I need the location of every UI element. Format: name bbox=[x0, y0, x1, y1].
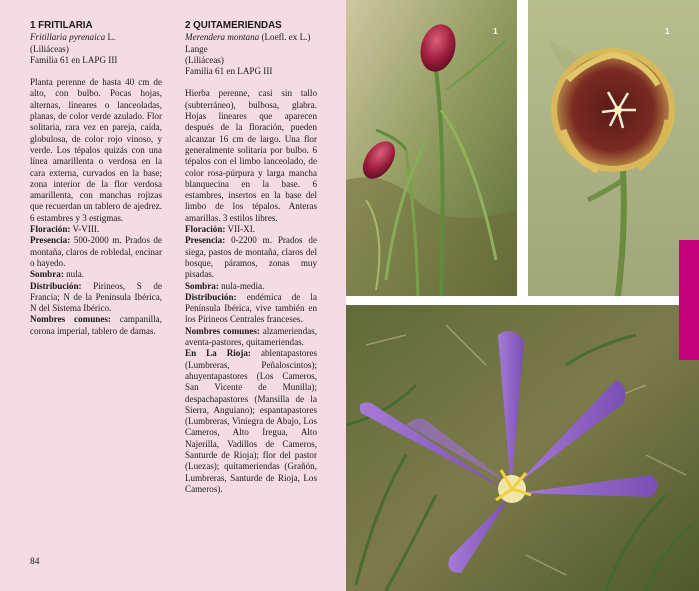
family-reference: Familia 61 en LAPG III bbox=[30, 54, 118, 65]
species-author: (Loefl. ex L.) Lange bbox=[185, 32, 311, 54]
field-nombres-comunes bbox=[30, 314, 162, 337]
field-label: Nombres comunes: bbox=[185, 325, 260, 336]
field-floracion bbox=[185, 224, 317, 235]
family-reference: Familia 61 en LAPG III bbox=[185, 66, 273, 77]
field-value: 500-2000 m. Prados de montaña, claros de robledal, encinar o hayedo. bbox=[30, 235, 162, 268]
scientific-name: Merendera montana bbox=[185, 32, 260, 43]
species-title: 2 QUITAMERIENDAS bbox=[185, 20, 282, 31]
field-label: Distribución: bbox=[185, 291, 237, 302]
field-value: VII-XI. bbox=[225, 224, 256, 235]
chapter-tab bbox=[679, 240, 699, 360]
field-label: Distribución: bbox=[30, 280, 82, 291]
species-author: L. bbox=[105, 32, 116, 43]
species-entry-quitameriendas bbox=[185, 20, 317, 495]
field-distribucion bbox=[30, 281, 162, 315]
field-label: Sombra: bbox=[30, 269, 64, 280]
species-entry-fritilaria bbox=[30, 20, 162, 337]
field-sombra bbox=[30, 269, 162, 280]
photo-number: 1 bbox=[665, 26, 670, 36]
field-label: Nombres comunes: bbox=[30, 314, 111, 325]
species-description: Hierba perenne, casi sin tallo (subterráneo), bulbosa, glabra. Hojas lineares que aparecen después de la floración, pueden alcanzar 16 cm de largo. Una flor generalmente solitaria por bulbo. 6 tépalos con el limbo lanceolado, de color rosa-púrpura y larga mancha blanquecina en la base. 6 estambres, insertos en la base del limbo de los tépalos. Anteras amarillas. 3 estilos libres. bbox=[185, 88, 317, 223]
scientific-name-line bbox=[30, 32, 162, 43]
field-value: V-VIII. bbox=[70, 224, 100, 235]
photo-number: 1 bbox=[493, 26, 498, 36]
scientific-name: Fritillaria pyrenaica bbox=[30, 32, 106, 43]
field-presencia bbox=[30, 235, 162, 269]
field-presencia bbox=[185, 235, 317, 280]
field-label: Presencia: bbox=[185, 235, 226, 246]
field-value: nula. bbox=[63, 269, 85, 280]
field-value: endémica de la Península Ibérica, vive también en los Pirineos Centrales franceses. bbox=[185, 291, 317, 325]
field-sombra bbox=[185, 281, 317, 292]
page-number: 84 bbox=[30, 557, 40, 567]
field-nombres-comunes bbox=[185, 326, 317, 349]
field-value: nula-media. bbox=[218, 280, 265, 291]
field-label: Presencia: bbox=[30, 235, 71, 246]
photo-fritillaria-closeup bbox=[528, 0, 699, 296]
field-value: ablentapastores (Lumbreras, Peñaloscintos); ahuyentapastores (Los Cameros, San Vicente de Munilla); despachapastores (Mansilla de la Sierra, Anguiano); espantapastores (Lumbreras, Viniegra de Abajo, Los Cameros, Alto Iregua, Alto Najerilla, Vadillos de Cameros, Santurde de Rioja); flor del pastor (Luezas); quitameriendas (Grañón, Lumbreras, Santurde de Rioja, Los Cameros). bbox=[185, 348, 318, 494]
family-line: (Liliáceas) bbox=[185, 54, 224, 65]
field-en-la-rioja bbox=[185, 348, 317, 495]
field-label: En La Rioja: bbox=[185, 348, 251, 359]
species-description: Planta perenne de hasta 40 cm de alto, con bulbo. Pocas hojas, alternas, lineares o lanceoladas, planas, de color verde azulado. Flor solitaria, rara vez en pareja, caída, globulosa, de color rojo vinoso, y verde. Los tépalos quizás con una línea amarillenta o verdosa en la cara externa, curvados en la base; zona interior de la flor verdosa amarillenta, con manchas rojizas que recuerdan un tablero de ajedrez. 6 estambres y 3 estigmas. bbox=[30, 77, 162, 223]
field-value: campanilla, corona imperial, tablero de damas. bbox=[30, 314, 162, 336]
scientific-name-line bbox=[185, 32, 317, 55]
field-value: alzameriendas, aventa-pastores, quitameriendas. bbox=[185, 325, 317, 348]
family-line: (Liliáceas) bbox=[30, 43, 69, 54]
photo-merendera bbox=[346, 305, 699, 591]
field-value: Pirineos, S de Francia; N de la Península Ibérica, N del Sistema Ibérico. bbox=[30, 280, 162, 314]
field-label: Sombra: bbox=[185, 280, 219, 291]
field-value: 0-2200 m. Prados de siega, pastos de montaña, claros del bosque, páramos, zonas muy pisadas. bbox=[185, 235, 317, 280]
field-label: Floración: bbox=[30, 224, 71, 235]
field-distribucion bbox=[185, 292, 317, 326]
field-label: Floración: bbox=[185, 224, 226, 235]
photo-fritillaria-plant bbox=[346, 0, 517, 296]
field-floracion bbox=[30, 224, 162, 235]
species-title: 1 FRITILARIA bbox=[30, 20, 93, 31]
